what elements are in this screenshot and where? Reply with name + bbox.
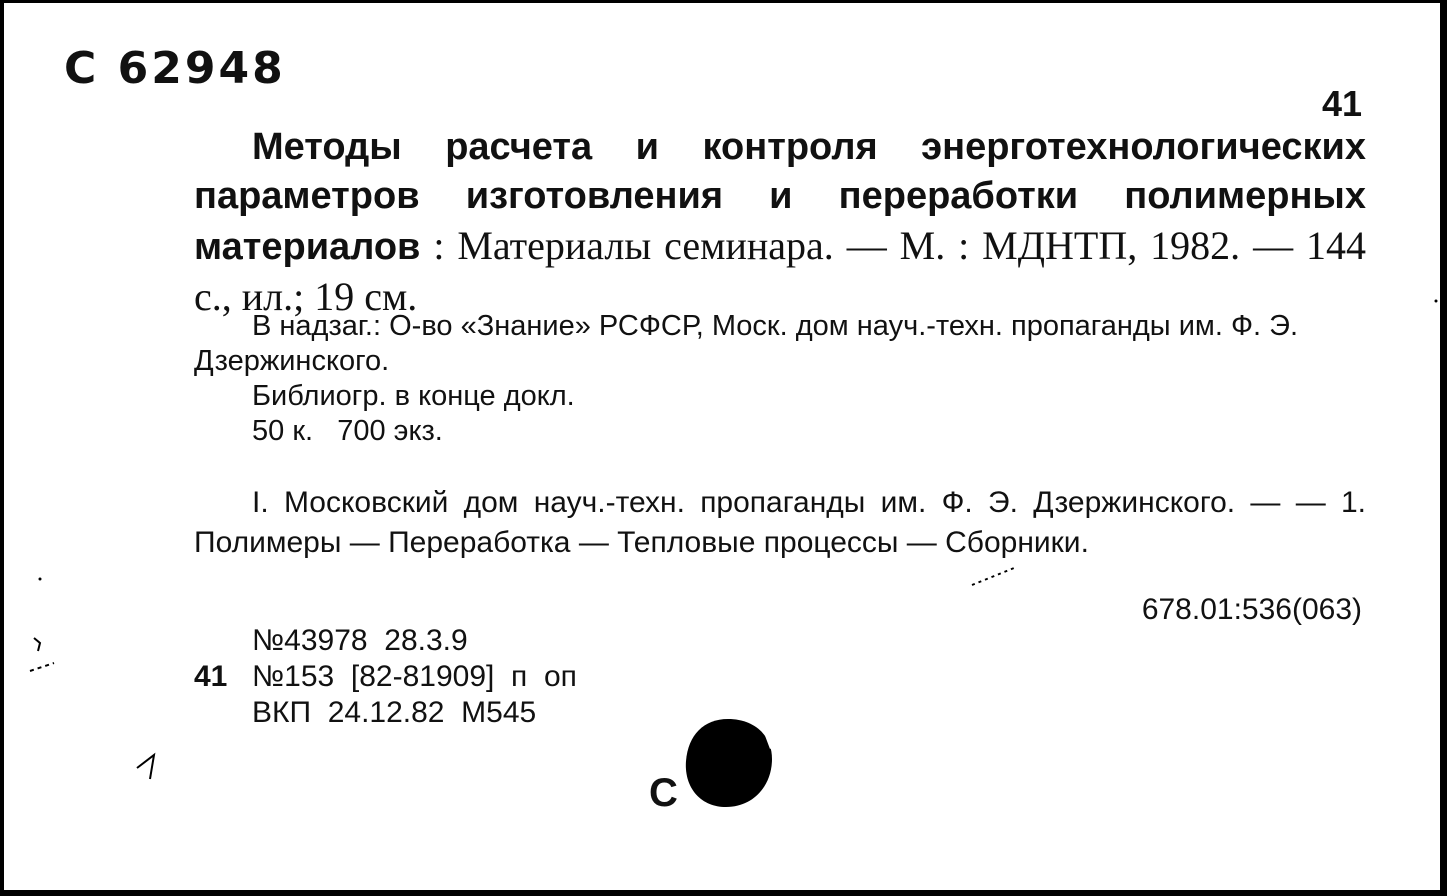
tracings: I. Московский дом науч.-техн. пропаганды им. Ф. Э. Дзержинского. — — 1. Полимеры — Переработка — Тепловые процессы — Сборники. <box>194 486 1366 559</box>
udc-code: 678.01:536(063) <box>1141 593 1362 626</box>
accession-line-2: №153 [82-81909] п оп <box>252 660 577 693</box>
accession-line-3: ВКП 24.12.82 М545 <box>252 696 537 729</box>
imprint: : Материалы семинара. — М. : МДНТП, 1982. — 144 с., ил.; 19 см. <box>194 223 1366 319</box>
accession-line-1: №43978 28.3.9 <box>252 624 468 657</box>
call-number: С 62948 <box>64 43 286 94</box>
catalog-card <box>4 3 1440 890</box>
accession-card-number: 41 <box>194 660 228 693</box>
card-number: 41 <box>1322 83 1363 124</box>
scan-marks <box>4 3 1440 890</box>
mark-letter: С <box>649 771 678 815</box>
note-price-copies: 50 к. 700 экз. <box>252 415 443 447</box>
title: Методы расчета и контроля энерготехнологических параметров изготовления и переработки полимерных материалов <box>194 126 1366 268</box>
note-bibliography: Библиогр. в конце докл. <box>252 380 575 412</box>
note-header: В надзаг.: О-во «Знание» РСФСР, Моск. дом науч.-техн. пропаганды им. Ф. Э. Дзержинского. <box>194 310 1299 377</box>
